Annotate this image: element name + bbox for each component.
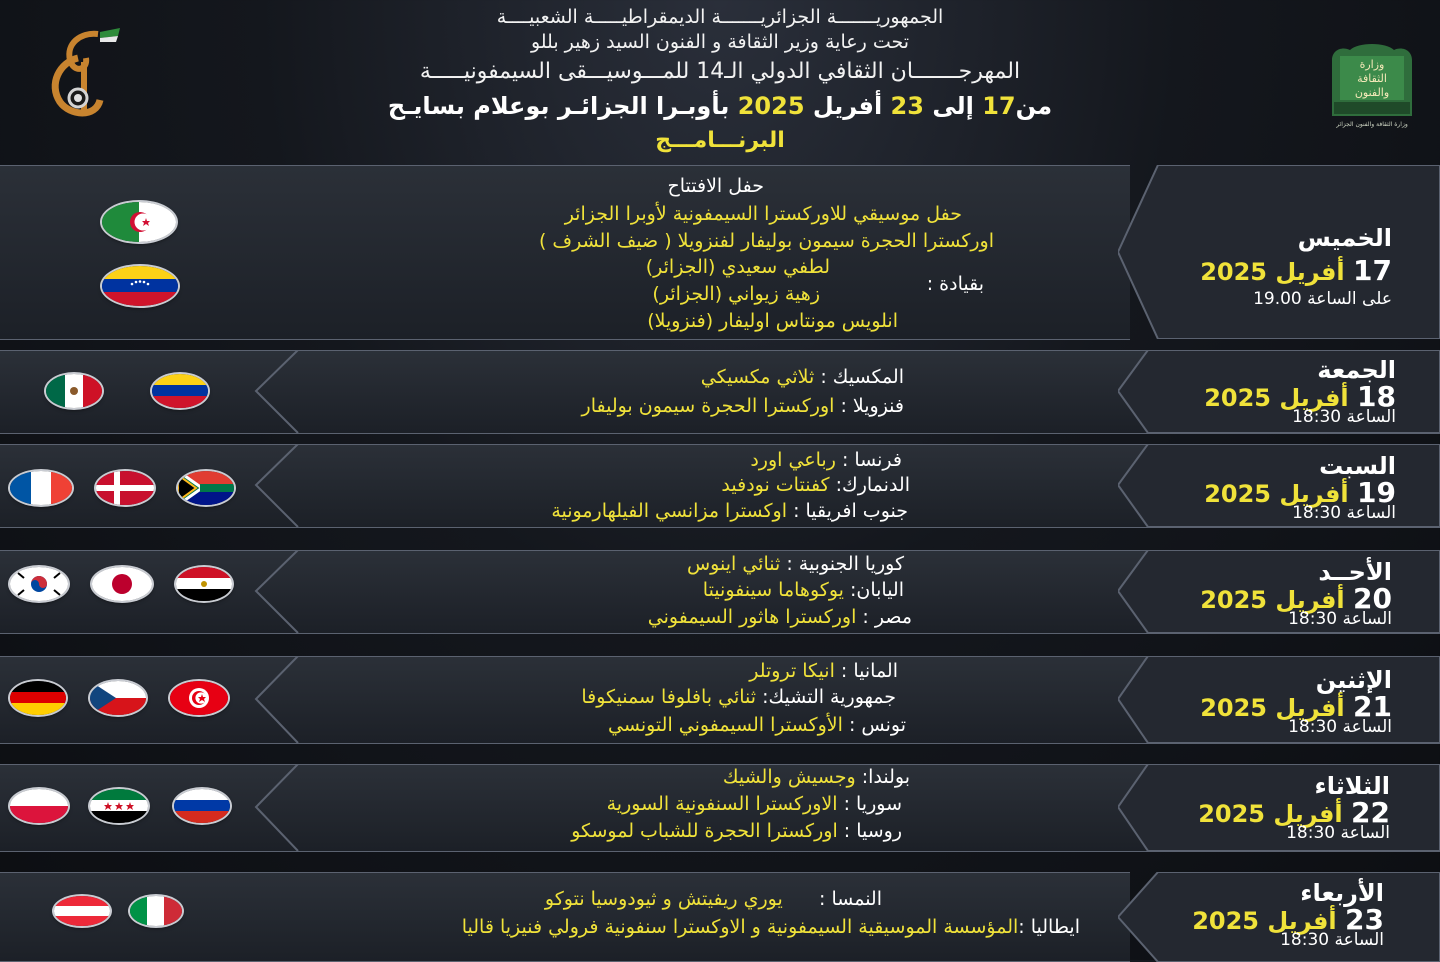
event-line: حفل الافتتاح	[667, 175, 764, 197]
flag-france-icon	[10, 471, 72, 505]
event-line: مصر : اوركسترا هاثور السيمفوني	[647, 606, 912, 628]
event-line: فرنسا : رباعي اورد	[750, 449, 902, 471]
event-line: الدنمارك: كفنتات نودفيد	[721, 474, 910, 496]
event-line: جنوب افريقيا : اوكسترا مزانسي الفيلهارمونية	[551, 500, 908, 522]
event-line: المانيا : انيكا تروتلر	[749, 660, 898, 682]
event-line: تونس : الأوكسترا السيمفوني التونسي	[608, 714, 906, 736]
program-title: البرنـــامـــج	[655, 128, 785, 153]
flag-japan-icon	[92, 567, 152, 601]
day-block-monday: الإثنين 21 أفريل 2025 الساعة 18:30	[1200, 666, 1392, 737]
event-line: زهية زيواني (الجزائر)	[652, 283, 820, 305]
day-block-tuesday: الثلاثاء 22 أفريل 2025 الساعة 18:30	[1198, 772, 1390, 843]
row-divider-chevron-icon	[240, 764, 300, 851]
flag-venezuela-icon	[152, 374, 208, 408]
day-time: على الساعة 19.00	[1253, 289, 1392, 309]
day-block-sunday: الأحــد 20 أفريل 2025 الساعة 18:30	[1200, 558, 1392, 629]
flag-austria-icon	[54, 896, 110, 926]
event-line: فنزويلا : اوركسترا الحجرة سيمون بوليفار	[581, 395, 904, 417]
event-line: ايطاليا :المؤسسة الموسيقية السيمفونية و الاوكسترا سنفونية فرولي فنيزيا قاليا	[461, 916, 1080, 938]
start-day: 17	[982, 92, 1016, 120]
header-patronage: تحت رعاية وزير الثقافة و الفنون السيد زهير بللو	[530, 31, 910, 53]
event-line: روسيا : اوركسترا الحجرة للشباب لموسكو	[571, 820, 902, 842]
flag-czech-icon	[90, 681, 146, 715]
row-divider-chevron-icon	[240, 444, 300, 527]
event-line: بولندا: وجسيش والشيك	[722, 766, 910, 788]
ministry-logo-icon	[1328, 40, 1416, 118]
flag-syria-icon	[90, 789, 148, 823]
conductor-label: بقيادة :	[926, 273, 984, 295]
event-line: المكسيك : ثلاثي مكسيكي	[700, 366, 904, 388]
event-line: اوركسترا الحجرة سيمون بوليفار لفنزويلا ( ضيف الشرف )	[538, 230, 994, 252]
flag-italy-icon	[130, 896, 182, 926]
ministry-logo-caption: وزارة الثقافة والفنون الجزائر	[1336, 121, 1408, 128]
flag-south-korea-icon	[10, 567, 68, 601]
svg-text:والفنون: والفنون	[1354, 86, 1390, 99]
row-divider-chevron-icon	[240, 656, 300, 743]
row-divider-chevron-icon	[240, 550, 300, 633]
year: 2025	[737, 92, 805, 120]
event-line: انلويس مونتاس اوليفار (فنزويلا)	[647, 310, 898, 332]
day-block-friday: الجمعة 18 أفريل 2025 الساعة 18:30	[1204, 356, 1396, 427]
flag-south-africa-icon	[178, 471, 234, 505]
event-line: اليابان: يوكوهاما سينفونيتا	[702, 579, 904, 601]
header-dates: من17 إلى 23 أفريل 2025 بأوبـرا الجزائـر بوعلام بسايـح	[387, 92, 1053, 120]
svg-text:وزارة: وزارة	[1359, 58, 1385, 71]
flag-venezuela-icon	[102, 266, 178, 306]
svg-text:الثقافة: الثقافة	[1357, 72, 1387, 85]
flag-tunisia-icon	[170, 681, 228, 715]
day-date: 17 أفريل 2025	[1200, 254, 1392, 287]
event-line: كوريا الجنوبية : ثنائي اينوس	[686, 553, 904, 575]
event-line: لطفي سعيدي (الجزائر)	[645, 256, 830, 278]
day-block-thursday	[1200, 224, 1392, 309]
flag-germany-icon	[10, 681, 66, 715]
program-row-thursday	[0, 165, 1130, 340]
event-line: سوريا : الاوركسترا السنفونية السورية	[606, 793, 902, 815]
flag-russia-icon	[174, 789, 230, 823]
festival-logo-icon	[40, 22, 124, 126]
event-line: جمهورية التشيك: ثنائي بافلوفا سمنيكوفا	[581, 686, 896, 708]
event-line: حفل موسيقي للاوركسترا السيمفونية لأوبرا الجزائر	[564, 203, 962, 225]
flag-egypt-icon	[176, 567, 232, 601]
flag-poland-icon	[10, 789, 68, 823]
day-block-wednesday: الأربعاء 23 أفريل 2025 الساعة 18:30	[1192, 879, 1384, 950]
flag-denmark-icon	[96, 471, 154, 505]
flag-mexico-icon	[46, 374, 102, 408]
day-name: الخميس	[1297, 224, 1392, 252]
header-festival-title: المهرجـــــــان الثقافي الدولي الـ14 للمـــوسيـــقى السيمفونيـــــة	[419, 59, 1021, 84]
row-divider-chevron-icon	[240, 350, 300, 433]
day-block-saturday: السبت 19 أفريل 2025 الساعة 18:30	[1204, 452, 1396, 523]
header-republic: الجمهوريـــــــة الجزائريـــــــة الديمقراطيـــــة الشعبيــــة	[496, 6, 944, 28]
end-day: 23	[890, 92, 924, 120]
flag-algeria-icon	[102, 202, 176, 242]
event-line: النمسا : يوري ريفيتش و ثيودوسيا نتوكو	[544, 888, 882, 910]
